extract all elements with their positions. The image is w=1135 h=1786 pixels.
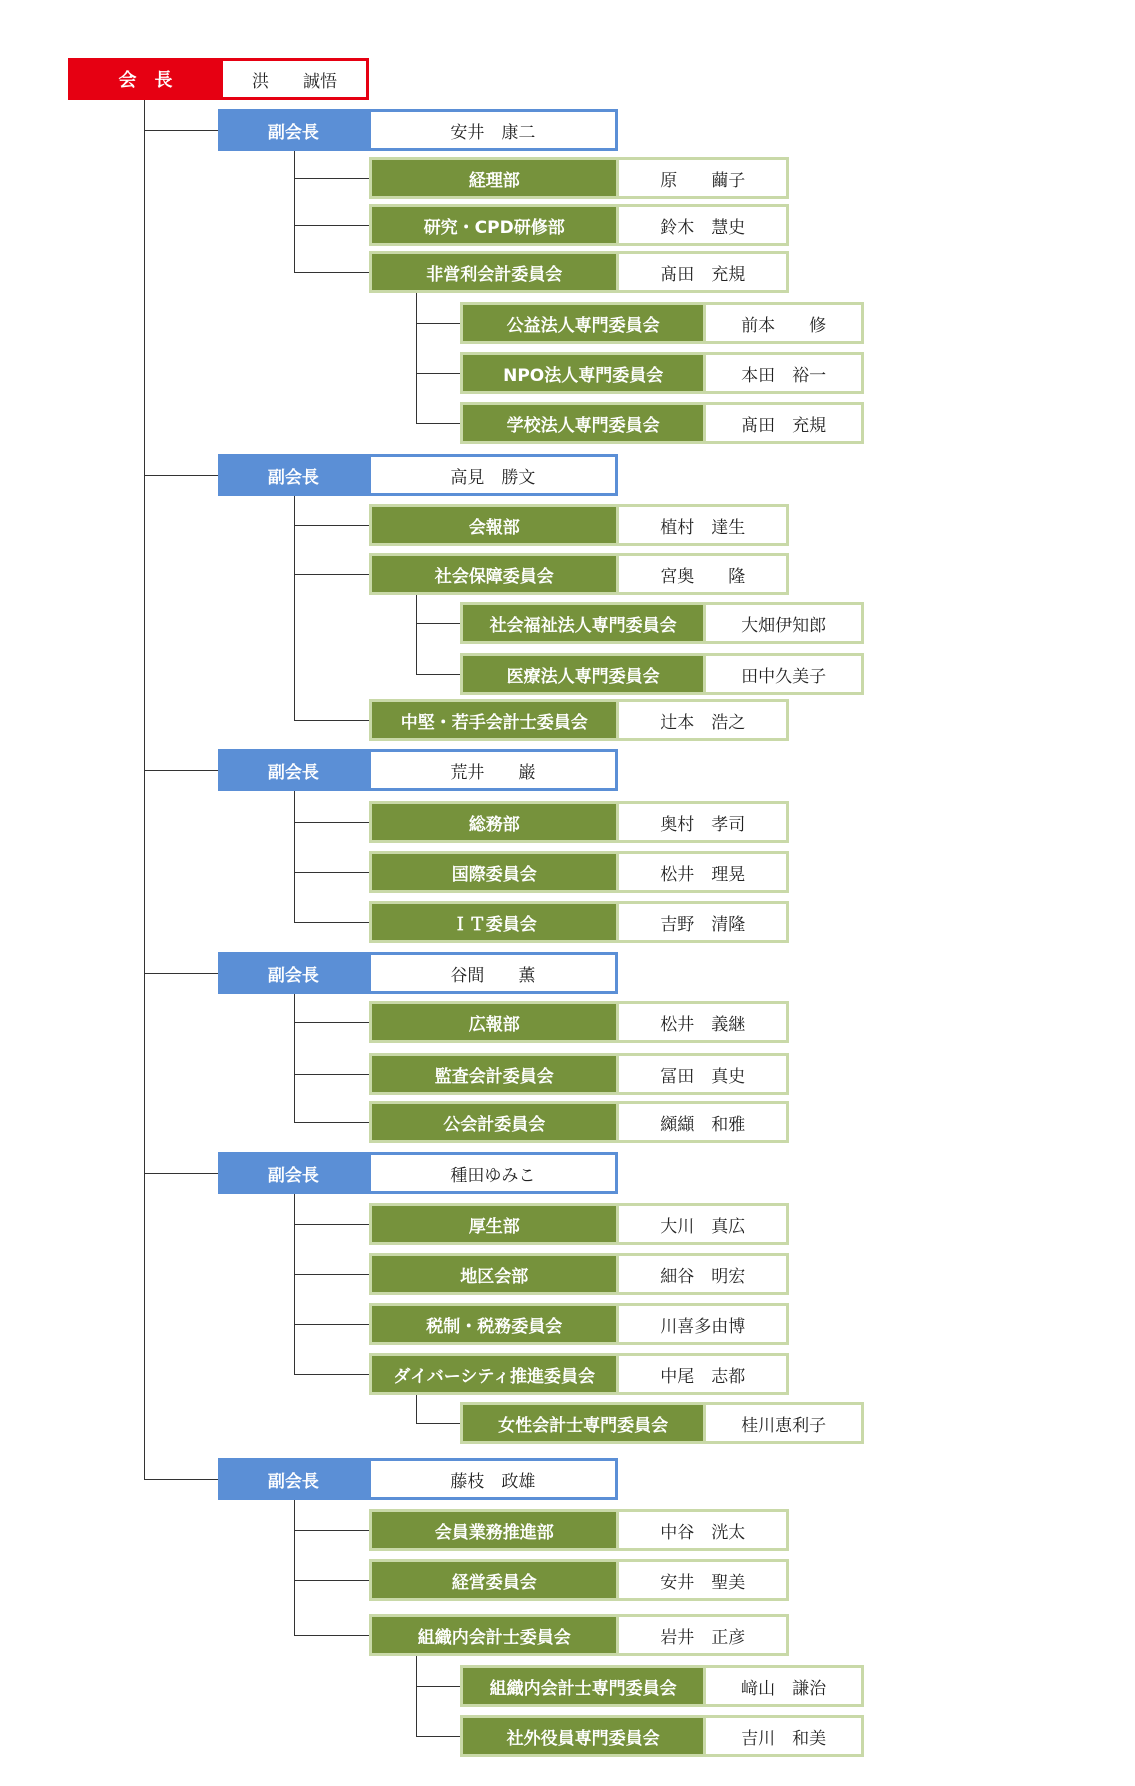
role-label: 社会保障委員会: [372, 556, 616, 592]
connector-line: [294, 720, 369, 721]
role-label: 女性会計士専門委員会: [463, 1405, 703, 1441]
department-box: [369, 1001, 789, 1043]
person-name: 辻本 浩之: [616, 702, 786, 738]
connector-line: [294, 872, 369, 873]
role-label: 厚生部: [372, 1206, 616, 1242]
connector-line: [144, 1479, 218, 1480]
person-name: 鈴木 慧史: [616, 207, 786, 243]
connector-line: [294, 1274, 369, 1275]
person-name: 川喜多由博: [616, 1306, 786, 1342]
role-label: 社外役員専門委員会: [463, 1718, 703, 1754]
role-label: 社会福祉法人専門委員会: [463, 605, 703, 641]
connector-line: [144, 130, 218, 131]
department-box: [369, 1203, 789, 1245]
role-label: 会 長: [71, 61, 220, 97]
person-name: 髙田 充規: [703, 405, 861, 441]
department-box: [369, 204, 789, 246]
role-label: 税制・税務委員会: [372, 1306, 616, 1342]
role-label: 学校法人専門委員会: [463, 405, 703, 441]
person-name: 髙田 充規: [616, 254, 786, 290]
connector-line: [294, 225, 369, 226]
role-label: 公会計委員会: [372, 1104, 616, 1140]
connector-line: [294, 994, 295, 1122]
role-label: 監査会計委員会: [372, 1056, 616, 1092]
connector-line: [294, 1635, 369, 1636]
connector-line: [294, 1122, 369, 1123]
sub-committee-box: [460, 1402, 864, 1444]
sub-committee-box: [460, 352, 864, 394]
role-label: 経営委員会: [372, 1562, 616, 1598]
person-name: 松井 理晃: [616, 854, 786, 890]
sub-committee-box: [460, 1665, 864, 1707]
connector-line: [294, 178, 369, 179]
connector-line: [294, 1074, 369, 1075]
role-label: 副会長: [218, 1155, 369, 1191]
person-name: 松井 義継: [616, 1004, 786, 1040]
department-box: [369, 901, 789, 943]
connector-line: [144, 100, 145, 1479]
connector-line: [416, 373, 460, 374]
role-label: 会報部: [372, 507, 616, 543]
sub-committee-box: [460, 653, 864, 695]
connector-line: [416, 293, 417, 423]
department-box: [369, 1559, 789, 1601]
person-name: 細谷 明宏: [616, 1256, 786, 1292]
department-box: [369, 1303, 789, 1345]
person-name: 岩井 正彦: [616, 1617, 786, 1653]
connector-line: [294, 1022, 369, 1023]
sub-committee-box: [460, 302, 864, 344]
department-box: [369, 851, 789, 893]
person-name: 冨田 真史: [616, 1056, 786, 1092]
person-name: 吉川 和美: [703, 1718, 861, 1754]
person-name: 安井 康二: [369, 112, 615, 148]
connector-line: [294, 496, 295, 720]
department-box: [369, 251, 789, 293]
connector-line: [416, 623, 460, 624]
connector-line: [416, 1395, 417, 1423]
role-label: ダイバーシティ推進委員会: [372, 1356, 616, 1392]
department-box: [369, 699, 789, 741]
role-label: 公益法人専門委員会: [463, 305, 703, 341]
person-name: 安井 聖美: [616, 1562, 786, 1598]
vice-president-box: [218, 749, 618, 791]
connector-line: [416, 1736, 460, 1737]
connector-line: [294, 1224, 369, 1225]
person-name: 纐纈 和雅: [616, 1104, 786, 1140]
connector-line: [416, 323, 460, 324]
department-box: [369, 1509, 789, 1551]
connector-line: [144, 475, 218, 476]
role-label: 副会長: [218, 457, 369, 493]
connector-line: [144, 770, 218, 771]
role-label: 副会長: [218, 112, 369, 148]
connector-line: [294, 525, 369, 526]
connector-line: [416, 1656, 417, 1736]
department-box: [369, 504, 789, 546]
connector-line: [294, 574, 369, 575]
role-label: 副会長: [218, 1461, 369, 1497]
connector-line: [294, 1374, 369, 1375]
sub-committee-box: [460, 1715, 864, 1757]
connector-line: [416, 1686, 460, 1687]
person-name: 大川 真広: [616, 1206, 786, 1242]
person-name: 洪 誠悟: [220, 61, 366, 97]
connector-line: [294, 1324, 369, 1325]
role-label: 非営利会計委員会: [372, 254, 616, 290]
department-box: [369, 1353, 789, 1395]
connector-line: [294, 791, 295, 922]
person-name: 中谷 洸太: [616, 1512, 786, 1548]
role-label: 医療法人専門委員会: [463, 656, 703, 692]
department-box: [369, 801, 789, 843]
department-box: [369, 1053, 789, 1095]
person-name: 本田 裕一: [703, 355, 861, 391]
connector-line: [416, 674, 460, 675]
sub-committee-box: [460, 402, 864, 444]
department-box: [369, 1253, 789, 1295]
connector-line: [416, 423, 460, 424]
vice-president-box: [218, 109, 618, 151]
connector-line: [294, 1530, 369, 1531]
department-box: [369, 553, 789, 595]
connector-line: [294, 822, 369, 823]
sub-committee-box: [460, 602, 864, 644]
role-label: 副会長: [218, 955, 369, 991]
person-name: 荒井 巌: [369, 752, 615, 788]
connector-line: [294, 272, 369, 273]
role-label: 研究・CPD研修部: [372, 207, 616, 243]
role-label: 広報部: [372, 1004, 616, 1040]
connector-line: [416, 1423, 460, 1424]
vice-president-box: [218, 1458, 618, 1500]
connector-line: [294, 922, 369, 923]
role-label: 組織内会計士専門委員会: [463, 1668, 703, 1704]
department-box: [369, 1614, 789, 1656]
president-box: [68, 58, 369, 100]
role-label: 経理部: [372, 160, 616, 196]
person-name: 桂川恵利子: [703, 1405, 861, 1441]
person-name: 大畑伊知郎: [703, 605, 861, 641]
role-label: 会員業務推進部: [372, 1512, 616, 1548]
connector-line: [294, 1194, 295, 1374]
role-label: 副会長: [218, 752, 369, 788]
person-name: 藤枝 政雄: [369, 1461, 615, 1497]
person-name: 高見 勝文: [369, 457, 615, 493]
person-name: 中尾 志都: [616, 1356, 786, 1392]
department-box: [369, 1101, 789, 1143]
role-label: 組織内会計士委員会: [372, 1617, 616, 1653]
person-name: 種田ゆみこ: [369, 1155, 615, 1191]
person-name: 植村 達生: [616, 507, 786, 543]
person-name: 宮奥 隆: [616, 556, 786, 592]
person-name: 前本 修: [703, 305, 861, 341]
person-name: 奥村 孝司: [616, 804, 786, 840]
connector-line: [144, 1173, 218, 1174]
vice-president-box: [218, 454, 618, 496]
role-label: 中堅・若手会計士委員会: [372, 702, 616, 738]
role-label: 地区会部: [372, 1256, 616, 1292]
vice-president-box: [218, 952, 618, 994]
vice-president-box: [218, 1152, 618, 1194]
person-name: 谷間 薫: [369, 955, 615, 991]
role-label: NPO法人専門委員会: [463, 355, 703, 391]
connector-line: [294, 151, 295, 272]
connector-line: [294, 1500, 295, 1635]
person-name: 﨑山 謙治: [703, 1668, 861, 1704]
person-name: 吉野 清隆: [616, 904, 786, 940]
person-name: 原 繭子: [616, 160, 786, 196]
role-label: ＩＴ委員会: [372, 904, 616, 940]
connector-line: [294, 1580, 369, 1581]
connector-line: [416, 595, 417, 674]
connector-line: [144, 973, 218, 974]
role-label: 国際委員会: [372, 854, 616, 890]
department-box: [369, 157, 789, 199]
role-label: 総務部: [372, 804, 616, 840]
person-name: 田中久美子: [703, 656, 861, 692]
